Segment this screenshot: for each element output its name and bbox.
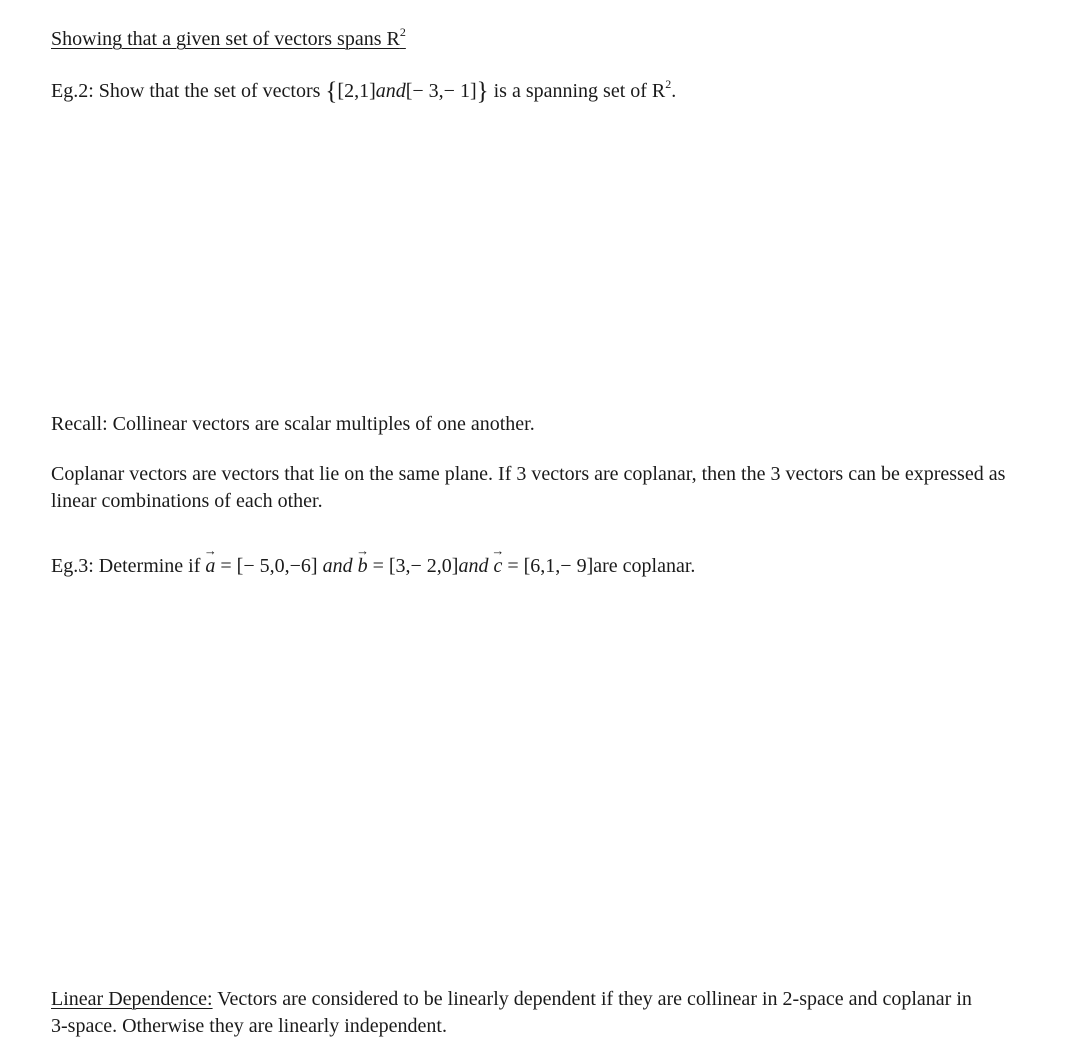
recall-line bbox=[51, 411, 535, 438]
vector-c-name: → c bbox=[493, 553, 502, 580]
set-close-brace: } bbox=[476, 78, 489, 105]
vector-b-value: = [3,− 2,0] bbox=[372, 555, 459, 577]
vector-a-name: → a bbox=[205, 553, 215, 580]
example-2-superscript: 2 bbox=[665, 77, 672, 91]
vector-c-value: = [6,1,− 9] bbox=[507, 555, 594, 577]
example-3 bbox=[51, 543, 696, 580]
example-3-end: are coplanar. bbox=[593, 555, 696, 577]
vector-arrow-icon: → bbox=[203, 543, 217, 558]
coplanar-paragraph: Coplanar vectors are vectors that lie on the same plane. If 3 vectors are coplanar, then the 3 vectors can be expressed as linear combinations of each other. bbox=[51, 463, 1006, 512]
example-2-text-after: is a spanning set of R bbox=[488, 80, 666, 102]
example-2 bbox=[51, 78, 676, 105]
linear-dependence-label: Linear Dependence: bbox=[51, 988, 213, 1010]
recall-text: Collinear vectors are scalar multiples of one another. bbox=[112, 413, 535, 435]
section-heading bbox=[51, 26, 406, 53]
recall-label: Recall: bbox=[51, 413, 113, 435]
vector-b-name: → b bbox=[358, 553, 368, 580]
and-word: and bbox=[375, 80, 406, 102]
vector-a-value: = [− 5,0,−6] bbox=[220, 555, 318, 577]
example-3-intro: Determine if bbox=[98, 555, 206, 577]
vector-arrow-icon: → bbox=[356, 543, 370, 558]
and-word-2: and bbox=[458, 555, 489, 577]
example-3-label: Eg.3: bbox=[51, 555, 99, 577]
example-2-label: Eg.2: bbox=[51, 80, 99, 102]
example-2-text: Show that the set of vectors bbox=[98, 80, 326, 102]
vector-1: [2,1] bbox=[337, 80, 376, 102]
linear-dependence-paragraph bbox=[51, 986, 991, 1040]
heading-superscript: 2 bbox=[399, 25, 406, 39]
linear-dependence-text: Vectors are considered to be linearly dependent if they are collinear in 2-space and coplanar in 3-space. Otherwise they are linearly independent. bbox=[51, 988, 972, 1037]
vector-arrow-icon: → bbox=[491, 543, 505, 558]
example-2-period: . bbox=[671, 80, 677, 102]
set-open-brace: { bbox=[325, 78, 338, 105]
and-word-1: and bbox=[322, 555, 353, 577]
heading-text: Showing that a given set of vectors spans $R^2$ bbox=[51, 25, 406, 50]
vector-2: [− 3,− 1] bbox=[405, 80, 477, 102]
